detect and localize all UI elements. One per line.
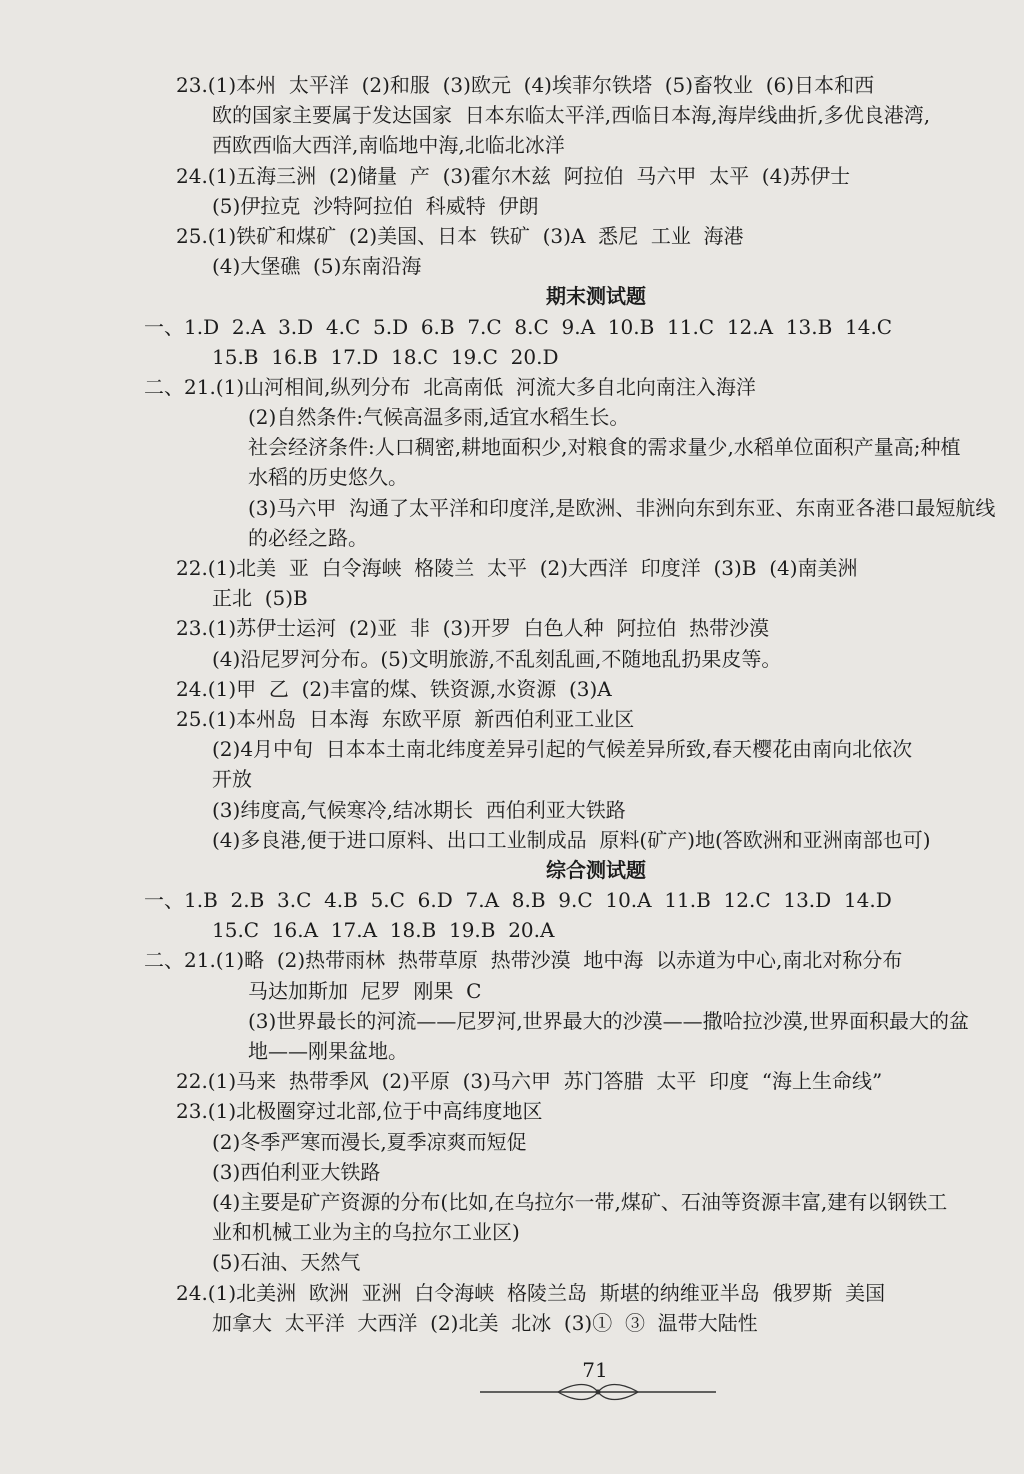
answer-line: 22.(1)马来 热带季风 (2)平原 (3)马六甲 苏门答腊 太平 印度 “海上生命线” — [176, 1069, 883, 1094]
answer-line: (4)多良港,便于进口原料、出口工业制成品 原料(矿产)地(答欧洲和亚洲南部也可) — [212, 827, 931, 852]
answer-line: 22.(1)北美 亚 白令海峡 格陵兰 太平 (2)大西洋 印度洋 (3)B (4)南美洲 — [176, 556, 858, 580]
answer-line: 社会经济条件:人口稠密,耕地面积少,对粮食的需求量少,水稻单位面积产量高;种植 — [248, 435, 961, 460]
answer-line: 24.(1)北美洲 欧洲 亚洲 白令海峡 格陵兰岛 斯堪的纳维亚半岛 俄罗斯 美国 — [176, 1280, 886, 1305]
answer-line: 一、1.D 2.A 3.D 4.C 5.D 6.B 7.C 8.C 9.A 10.B 11.C 12.A 13.B 14.C — [144, 314, 893, 339]
answer-line: (3)纬度高,气候寒冷,结冰期长 西伯利亚大铁路 — [212, 797, 626, 822]
answer-line: 25.(1)铁矿和煤矿 (2)美国、日本 铁矿 (3)A 悉尼 工业 海港 — [176, 223, 744, 248]
answer-line: (5)石油、天然气 — [212, 1250, 361, 1275]
answer-line: 业和机械工业为主的乌拉尔工业区) — [212, 1220, 520, 1245]
answer-line: 23.(1)本州 太平洋 (2)和服 (3)欧元 (4)埃菲尔铁塔 (5)畜牧业 (6)日本和西 — [176, 73, 875, 97]
answer-line: (3)马六甲 沟通了太平洋和印度洋,是欧洲、非洲向东到东亚、东南亚各港口最短航线 — [248, 495, 996, 520]
answer-line: 25.(1)本州岛 日本海 东欧平原 新西伯利亚工业区 — [176, 706, 635, 731]
answer-line: (4)大堡礁 (5)东南沿海 — [212, 254, 422, 279]
answer-line: 24.(1)五海三洲 (2)储量 产 (3)霍尔木兹 阿拉伯 马六甲 太平 (4)苏伊士 — [176, 163, 851, 188]
answer-line: (3)世界最长的河流——尼罗河,世界最大的沙漠——撒哈拉沙漠,世界面积最大的盆 — [248, 1008, 970, 1033]
answer-line: 一、1.B 2.B 3.C 4.B 5.C 6.D 7.A 8.B 9.C 10.A 11.B 12.C 13.D 14.D — [144, 888, 892, 913]
answer-line: 正北 (5)B — [212, 586, 308, 611]
answer-line: 马达加斯加 尼罗 刚果 C — [248, 978, 482, 1003]
answer-line: (2)4月中旬 日本本土南北纬度差异引起的气候差异所致,春天樱花由南向北依次 — [212, 737, 913, 762]
answer-line: (5)伊拉克 沙特阿拉伯 科威特 伊朗 — [212, 193, 539, 218]
answer-content — [144, 70, 1016, 1338]
answer-line: 15.C 16.A 17.A 18.B 19.B 20.A — [212, 918, 555, 943]
answer-line: (4)主要是矿产资源的分布(比如,在乌拉尔一带,煤矿、石油等资源丰富,建有以钢铁工 — [212, 1189, 948, 1214]
answer-line: (2)冬季严寒而漫长,夏季凉爽而短促 — [212, 1129, 527, 1154]
answer-line: 23.(1)北极圈穿过北部,位于中高纬度地区 — [176, 1099, 543, 1124]
page-number: 71 — [582, 1358, 608, 1382]
answer-line: (4)沿尼罗河分布。(5)文明旅游,不乱刻乱画,不随地乱扔果皮等。 — [212, 646, 782, 671]
answer-line: 15.B 16.B 17.D 18.C 19.C 20.D — [212, 344, 559, 369]
answer-line: (2)自然条件:气候高温多雨,适宜水稻生长。 — [248, 405, 630, 430]
answer-line: 23.(1)苏伊士运河 (2)亚 非 (3)开罗 白色人种 阿拉伯 热带沙漠 — [176, 616, 770, 641]
answer-line: 的必经之路。 — [248, 525, 368, 550]
answer-line: 二、21.(1)略 (2)热带雨林 热带草原 热带沙漠 地中海 以赤道为中心,南北对称分布 — [144, 948, 903, 973]
answer-line: 24.(1)甲 乙 (2)丰富的煤、铁资源,水资源 (3)A — [176, 676, 612, 701]
section-title: 综合测试题 — [546, 857, 646, 882]
answer-line: (3)西伯利亚大铁路 — [212, 1159, 381, 1184]
section-title: 期末测试题 — [546, 284, 646, 309]
answer-line: 二、21.(1)山河相间,纵列分布 北高南低 河流大多自北向南注入海洋 — [144, 374, 756, 399]
answer-line: 加拿大 太平洋 大西洋 (2)北美 北冰 (3)① ③ 温带大陆性 — [212, 1310, 758, 1335]
answer-line: 西欧西临大西洋,南临地中海,北临北冰洋 — [212, 133, 565, 158]
answer-line: 水稻的历史悠久。 — [248, 465, 408, 490]
answer-line: 地——刚果盆地。 — [248, 1039, 408, 1063]
answer-line: 开放 — [212, 767, 252, 792]
footer-ornament — [480, 1378, 716, 1408]
answer-line: 欧的国家主要属于发达国家 日本东临太平洋,西临日本海,海岸线曲折,多优良港湾, — [212, 103, 931, 128]
